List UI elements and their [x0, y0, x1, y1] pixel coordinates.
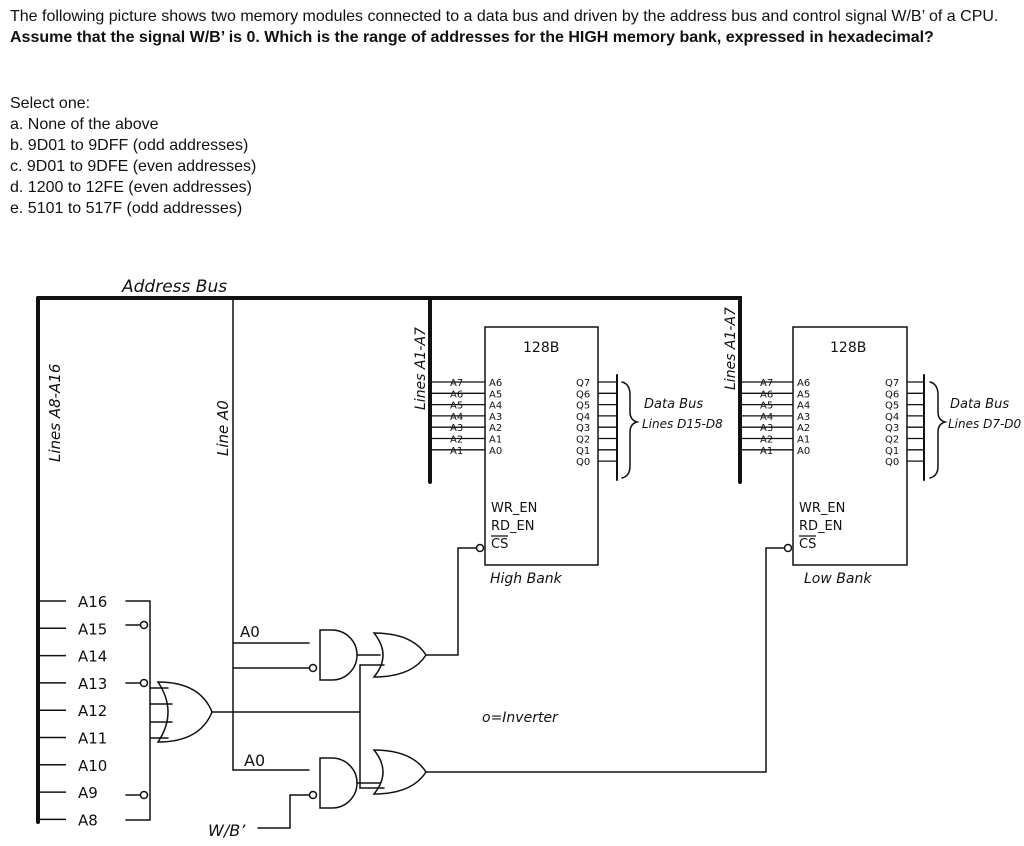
- high-output-label-q5: Q5: [576, 400, 591, 412]
- low-cs-bubble: [785, 545, 792, 552]
- high-control-cs: CS: [491, 537, 509, 552]
- option-b[interactable]: b. 9D01 to 9DFF (odd addresses): [10, 137, 249, 154]
- high-bus-pin-label: A6: [450, 389, 464, 401]
- low-lines-a1-a7-label: Lines A1-A7: [723, 307, 739, 390]
- high-output-label-q3: Q3: [576, 423, 591, 435]
- low-bank-caption: Low Bank: [804, 571, 872, 587]
- a15-inverter-bubble: [141, 622, 148, 629]
- high-chip-input-label: A6: [489, 378, 503, 389]
- a9-inverter-bubble: [141, 792, 148, 799]
- high-chip-input-label: A3: [489, 411, 503, 423]
- low-output-label-q7: Q7: [885, 378, 900, 389]
- high-bank-title: 128B: [523, 340, 560, 356]
- address-bus-label: Address Bus: [122, 277, 228, 297]
- low-chip-input-label: A5: [797, 389, 811, 401]
- lower-a0-label: A0: [244, 751, 266, 770]
- wb-wire: [258, 795, 309, 828]
- high-bus-pin-label: A3: [450, 423, 464, 435]
- high-output-label-q6: Q6: [576, 389, 591, 401]
- address-line-label-a16: A16: [78, 593, 108, 611]
- high-output-label-q2: Q2: [576, 434, 591, 446]
- high-chip-input-label: A2: [489, 423, 503, 435]
- question-bold: Assume that the signal W/B’ is 0. Which is the range of addresses for the HIGH memory bank, expressed in hexadecimal?: [10, 29, 934, 46]
- option-c[interactable]: c. 9D01 to 9DFE (even addresses): [10, 158, 257, 175]
- high-bus-pin-label: A5: [450, 400, 464, 412]
- address-line-label-a13: A13: [78, 674, 108, 693]
- high-control-rd-en: RD_EN: [491, 519, 535, 534]
- low-bus-pin-label: A6: [760, 389, 774, 401]
- low-output-label-q3: Q3: [885, 423, 900, 435]
- high-output-label-q4: Q4: [576, 411, 591, 423]
- low-bus-pin-label: A5: [760, 400, 774, 412]
- upper-and-inverter-bubble: [310, 665, 317, 672]
- low-data-lines-label: Lines D7-D0: [948, 417, 1022, 431]
- a13-inverter-bubble: [141, 680, 148, 687]
- high-output-label-q1: Q1: [576, 445, 591, 457]
- question-intro: The following picture shows two memory modules connected to a data bus and driven by the address bus and control signal W/B’ of a CPU.: [10, 8, 999, 25]
- high-lines-a1-a7-label: Lines A1-A7: [413, 327, 429, 410]
- low-chip-input-label: A1: [797, 434, 811, 446]
- inverter-note: o=Inverter: [482, 710, 558, 726]
- high-bus-pin-label: A1: [450, 445, 464, 457]
- high-data-bus-label: Data Bus: [644, 397, 704, 412]
- address-line-label-a14: A14: [78, 647, 108, 666]
- high-data-lines-label: Lines D15-D8: [642, 417, 723, 431]
- high-bank-caption: High Bank: [490, 571, 562, 587]
- low-output-label-q1: Q1: [885, 445, 900, 457]
- high-cs-wire: [426, 548, 476, 655]
- upper-and-gate: [320, 630, 357, 680]
- low-chip-input-label: A4: [797, 400, 811, 412]
- high-control-wr-en: WR_EN: [491, 501, 538, 516]
- low-data-bus-label: Data Bus: [950, 397, 1010, 412]
- low-bank-title: 128B: [830, 340, 867, 356]
- high-chip-input-label: A0: [489, 445, 503, 457]
- low-bus-pin-label: A3: [760, 423, 774, 435]
- address-line-label-a15: A15: [78, 620, 108, 639]
- address-line-label-a8: A8: [78, 811, 98, 830]
- low-cs-wire: [426, 548, 784, 772]
- low-chip-input-label: A2: [797, 423, 811, 435]
- low-bus-pin-label: A2: [760, 434, 774, 446]
- option-d[interactable]: d. 1200 to 12FE (even addresses): [10, 179, 252, 196]
- address-line-label-a11: A11: [78, 729, 108, 748]
- lower-and-gate: [320, 758, 357, 808]
- upper-or-gate: [374, 633, 426, 677]
- address-line-label-a12: A12: [78, 702, 108, 721]
- low-output-label-q4: Q4: [885, 411, 900, 423]
- address-bus-line: [38, 298, 740, 408]
- address-lines-bracket: [126, 601, 150, 820]
- low-output-label-q0: Q0: [885, 457, 900, 469]
- high-chip-input-label: A5: [489, 389, 503, 401]
- high-data-brace: [622, 382, 637, 478]
- address-line-label-a9: A9: [78, 784, 98, 803]
- low-chip-input-label: A6: [797, 378, 811, 389]
- high-cs-bubble: [477, 545, 484, 552]
- lower-and-inverter-bubble: [310, 792, 317, 799]
- lines-a8-a16-label: Lines A8-A16: [46, 363, 64, 462]
- option-a[interactable]: a. None of the above: [10, 116, 159, 133]
- low-output-label-q6: Q6: [885, 389, 900, 401]
- high-chip-input-label: A4: [489, 400, 503, 412]
- high-chip-input-label: A1: [489, 434, 503, 446]
- low-control-cs: CS: [799, 537, 817, 552]
- upper-a0-label: A0: [240, 623, 260, 641]
- high-output-label-q7: Q7: [576, 378, 591, 389]
- low-bus-pin-label: A7: [760, 378, 774, 389]
- low-bus-pin-label: A1: [760, 445, 774, 457]
- select-one-label: Select one:: [10, 95, 91, 112]
- high-bus-pin-label: A2: [450, 434, 464, 446]
- address-or-gate: [158, 682, 212, 742]
- low-control-wr-en: WR_EN: [799, 501, 846, 516]
- high-bus-pin-label: A4: [450, 411, 464, 423]
- high-output-label-q0: Q0: [576, 457, 591, 469]
- low-chip-input-label: A3: [797, 411, 811, 423]
- low-chip-input-label: A0: [797, 445, 811, 457]
- wb-label: W/B’: [208, 821, 246, 840]
- high-bus-pin-label: A7: [450, 378, 464, 389]
- a0-to-upper-and: [233, 643, 309, 668]
- low-output-label-q5: Q5: [885, 400, 900, 412]
- low-control-rd-en: RD_EN: [799, 519, 843, 534]
- line-a0-label: Line A0: [214, 400, 232, 456]
- option-e[interactable]: e. 5101 to 517F (odd addresses): [10, 200, 243, 217]
- low-data-brace: [930, 382, 945, 478]
- low-output-label-q2: Q2: [885, 434, 900, 446]
- address-line-label-a10: A10: [78, 756, 108, 775]
- low-bus-pin-label: A4: [760, 411, 774, 423]
